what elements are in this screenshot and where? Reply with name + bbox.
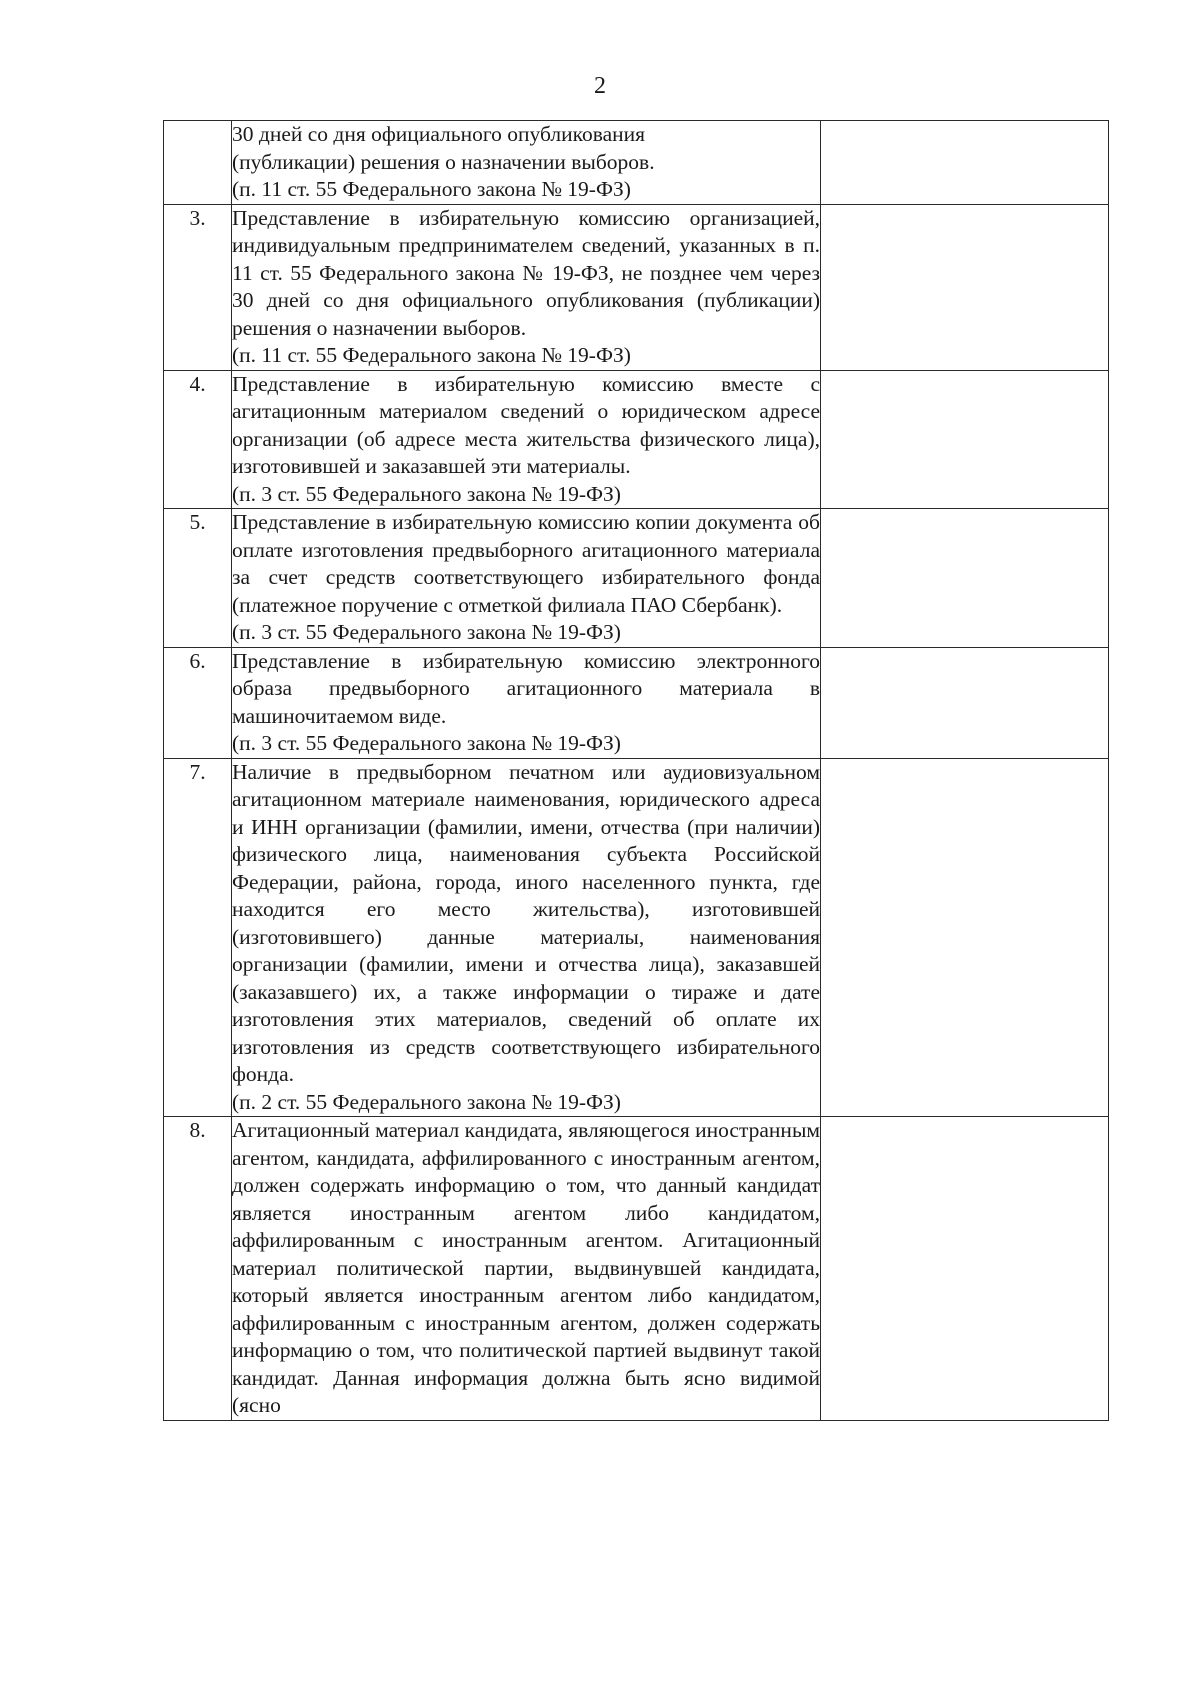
row-number: 6. bbox=[164, 647, 232, 758]
row-text-cell bbox=[232, 370, 821, 509]
row-text: Представление в избирательную комиссию копии документа об оплате изготовления предвыборного агитационного материала за счет средств соответствующего избирательного фонда (платежное поручение с отметкой филиала ПАО Сбербанк). bbox=[232, 510, 820, 617]
row-law-reference: (п. 2 ст. 55 Федерального закона № 19-ФЗ) bbox=[232, 1089, 621, 1114]
row-text: Наличие в предвыборном печатном или аудиовизуальном агитационном материале наименования, юридического адреса и ИНН организации (фамилии, имени, отчества (при наличии) физического лица, наименования субъекта Российской Федерации, района, города, иного населенного пункта, где находится его место жительства), изготовившей (изготовившего) данные материалы, наименования организации (фамилии, имени и отчества лица), заказавшей (заказавшего) их, а также информации о тираже и дате изготовления этих материалов, сведений об оплате их изготовления из средств соответствующего избирательного фонда. bbox=[232, 759, 820, 1086]
row-text-cell bbox=[232, 1117, 821, 1421]
page-number: 2 bbox=[594, 73, 606, 99]
table-row bbox=[164, 121, 1109, 205]
table-row bbox=[164, 509, 1109, 648]
row-number: 7. bbox=[164, 758, 232, 1117]
row-text-cell bbox=[232, 121, 821, 205]
row-empty-cell bbox=[821, 647, 1109, 758]
row-text-cell bbox=[232, 758, 821, 1117]
row-number: 5. bbox=[164, 509, 232, 648]
row-empty-cell bbox=[821, 204, 1109, 370]
row-text-cell bbox=[232, 647, 821, 758]
row-empty-cell bbox=[821, 370, 1109, 509]
row-text: 30 дней со дня официального опубликования (публикации) решения о назначении выборов. bbox=[232, 122, 655, 174]
row-text-cell bbox=[232, 204, 821, 370]
row-empty-cell bbox=[821, 509, 1109, 648]
row-law-reference: (п. 3 ст. 55 Федерального закона № 19-ФЗ) bbox=[232, 481, 621, 506]
row-empty-cell bbox=[821, 758, 1109, 1117]
table-row bbox=[164, 758, 1109, 1117]
row-number: 8. bbox=[164, 1117, 232, 1421]
row-law-reference: (п. 11 ст. 55 Федерального закона № 19-ФЗ) bbox=[232, 177, 631, 201]
row-law-reference: (п. 3 ст. 55 Федерального закона № 19-ФЗ) bbox=[232, 731, 621, 755]
row-number: 4. bbox=[164, 370, 232, 509]
row-number bbox=[164, 121, 232, 205]
row-text: Представление в избирательную комиссию электронного образа предвыборного агитационного материала в машиночитаемом виде. bbox=[232, 648, 820, 728]
row-text: Представление в избирательную комиссию организацией, индивидуальным предпринимателем сведений, указанных в п. 11 ст. 55 Федерального закона № 19-ФЗ, не позднее чем через 30 дней со дня официального опубликования (публикации) решения о назначении выборов. bbox=[232, 205, 820, 340]
row-law-reference: (п. 3 ст. 55 Федерального закона № 19-ФЗ) bbox=[232, 620, 621, 644]
row-law-reference: (п. 11 ст. 55 Федерального закона № 19-ФЗ) bbox=[232, 343, 631, 367]
table-row bbox=[164, 204, 1109, 370]
requirements-table bbox=[163, 120, 1109, 1421]
row-empty-cell bbox=[821, 1117, 1109, 1421]
row-number: 3. bbox=[164, 204, 232, 370]
table-row bbox=[164, 647, 1109, 758]
row-empty-cell bbox=[821, 121, 1109, 205]
table-row bbox=[164, 1117, 1109, 1421]
table-row bbox=[164, 370, 1109, 509]
row-text: Агитационный материал кандидата, являющегося иностранным агентом, кандидата, аффилированного с иностранным агентом, должен содержать информацию о том, что данный кандидат является иностранным агентом либо кандидатом, аффилированным с иностранным агентом. Агитационный материал политической партии, выдвинувшей кандидата, который является иностранным агентом либо кандидатом, аффилированным с иностранным агентом, должен содержать информацию о том, что политической партией выдвинут такой кандидат. Данная информация должна быть ясно видимой (ясно bbox=[232, 1118, 820, 1417]
row-text-cell bbox=[232, 509, 821, 648]
row-text: Представление в избирательную комиссию вместе с агитационным материалом сведений о юридическом адресе организации (об адресе места жительства физического лица), изготовившей и заказавшей эти материалы. bbox=[232, 371, 820, 478]
